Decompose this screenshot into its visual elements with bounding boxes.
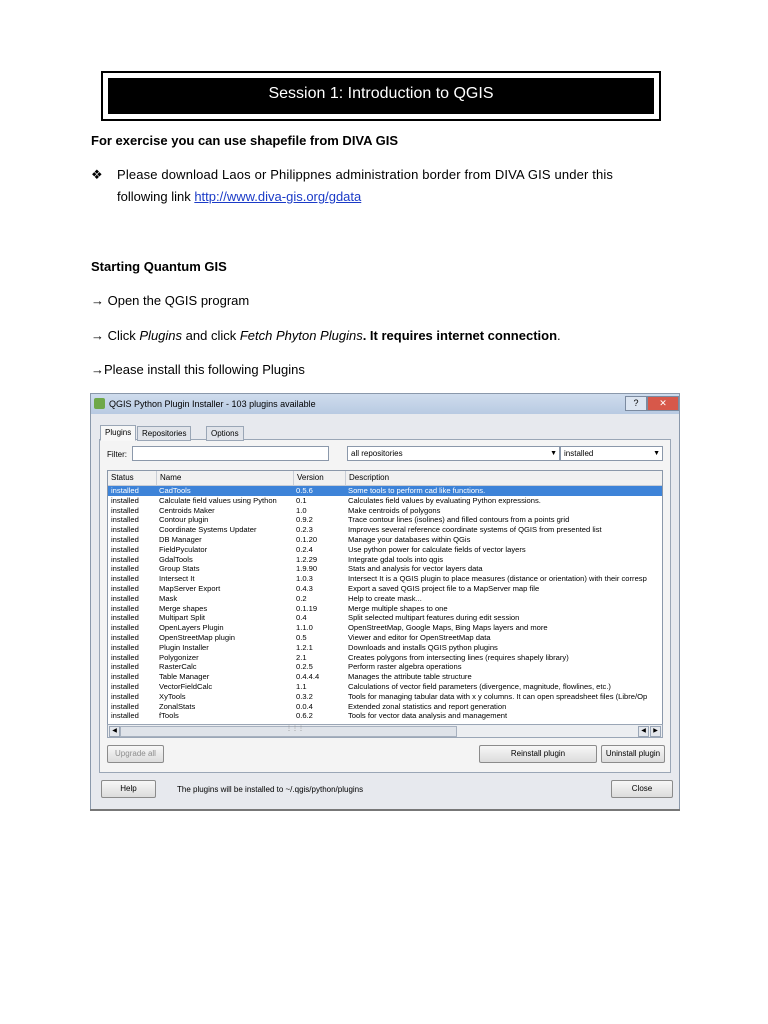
cell-name: Plugin Installer bbox=[159, 642, 209, 652]
grip-icon: ⋮⋮⋮ bbox=[286, 726, 304, 732]
cell-name: Centroids Maker bbox=[159, 505, 215, 515]
cell-description: Perform raster algebra operations bbox=[348, 662, 462, 672]
install-path-note: The plugins will be installed to ~/.qgis/python/plugins bbox=[177, 785, 364, 794]
cell-name: ZonalStats bbox=[159, 701, 196, 711]
filter-label: Filter: bbox=[107, 450, 127, 459]
repository-select[interactable]: all repositories ▼ bbox=[347, 446, 560, 461]
cell-name: Contour plugin bbox=[159, 515, 209, 525]
col-status[interactable]: Status bbox=[111, 473, 134, 482]
table-row[interactable] bbox=[108, 535, 662, 545]
table-row[interactable] bbox=[108, 682, 662, 692]
cell-name: MapServer Export bbox=[159, 583, 221, 593]
table-body bbox=[108, 486, 662, 721]
cell-version: 0.2 bbox=[296, 593, 307, 603]
cell-status: installed bbox=[111, 564, 139, 574]
horizontal-scrollbar[interactable] bbox=[107, 724, 663, 738]
cell-name: Intersect It bbox=[159, 574, 195, 584]
cell-description: Manage your databases within QGis bbox=[348, 534, 471, 544]
bullet-line-2 bbox=[117, 189, 677, 204]
close-window-button[interactable]: ✕ bbox=[647, 396, 679, 411]
cell-status: installed bbox=[111, 534, 139, 544]
cell-status: installed bbox=[111, 495, 139, 505]
cell-description: Tools for vector data analysis and management bbox=[348, 711, 508, 721]
cell-description: Help to create mask... bbox=[348, 593, 422, 603]
table-row[interactable] bbox=[108, 584, 662, 594]
arrow-icon: → bbox=[91, 328, 104, 343]
cell-version: 0.0.4 bbox=[296, 701, 313, 711]
table-row[interactable] bbox=[108, 555, 662, 565]
uninstall-plugin-button[interactable]: Uninstall plugin bbox=[601, 745, 665, 763]
table-row[interactable] bbox=[108, 702, 662, 712]
cell-version: 0.2.3 bbox=[296, 525, 313, 535]
table-header bbox=[108, 471, 662, 486]
cell-version: 0.9.2 bbox=[296, 515, 313, 525]
cell-status: installed bbox=[111, 505, 139, 515]
table-row[interactable] bbox=[108, 653, 662, 663]
cell-version: 0.6.2 bbox=[296, 711, 313, 721]
cell-version: 0.1.19 bbox=[296, 603, 318, 613]
cell-version: 1.2.1 bbox=[296, 642, 313, 652]
tab-options[interactable]: Options bbox=[206, 426, 244, 441]
col-version[interactable]: Version bbox=[297, 473, 324, 482]
cell-status: installed bbox=[111, 711, 139, 721]
cell-version: 1.1 bbox=[296, 681, 307, 691]
plugins-table bbox=[107, 470, 663, 725]
cell-name: GdalTools bbox=[159, 554, 193, 564]
scroll-left-icon-2[interactable]: ◀ bbox=[638, 726, 649, 737]
cell-version: 1.0 bbox=[296, 505, 307, 515]
cell-version: 0.2.4 bbox=[296, 544, 313, 554]
cell-name: Multipart Split bbox=[159, 613, 206, 623]
cell-name: CadTools bbox=[159, 486, 191, 495]
plugin-installer-dialog bbox=[90, 393, 680, 811]
cell-version: 1.9.90 bbox=[296, 564, 318, 574]
chevron-down-icon: ▼ bbox=[550, 450, 557, 457]
cell-description: Viewer and editor for OpenStreetMap data bbox=[348, 632, 491, 642]
scroll-right-icon[interactable]: ▶ bbox=[650, 726, 661, 737]
step-2: → Click Plugins and click Fetch Phyton Plugins. It requires internet connection. bbox=[91, 328, 561, 343]
cell-description: Export a saved QGIS project file to a MapServer map file bbox=[348, 583, 540, 593]
cell-status: installed bbox=[111, 642, 139, 652]
cell-status: installed bbox=[111, 574, 139, 584]
table-row[interactable] bbox=[108, 564, 662, 574]
table-row[interactable] bbox=[108, 711, 662, 721]
cell-description: OpenStreetMap, Google Maps, Bing Maps layers and more bbox=[348, 623, 548, 633]
cell-status: installed bbox=[111, 593, 139, 603]
cell-name: Group Stats bbox=[159, 564, 200, 574]
table-row[interactable] bbox=[108, 506, 662, 516]
cell-description: Creates polygons from intersecting lines (requires shapely library) bbox=[348, 652, 569, 662]
cell-status: installed bbox=[111, 525, 139, 535]
cell-status: installed bbox=[111, 691, 139, 701]
cell-name: Calculate field values using Python bbox=[159, 495, 277, 505]
tab-repositories[interactable]: Repositories bbox=[137, 426, 191, 441]
bullet-icon: ❖ bbox=[91, 167, 103, 182]
table-row[interactable] bbox=[108, 692, 662, 702]
dialog-title: QGIS Python Plugin Installer - 103 plugins available bbox=[109, 399, 316, 409]
cell-description: Calculates field values by evaluating Python expressions. bbox=[348, 495, 541, 505]
cell-status: installed bbox=[111, 583, 139, 593]
cell-status: installed bbox=[111, 544, 139, 554]
cell-description: Downloads and installs QGIS python plugins bbox=[348, 642, 498, 652]
cell-description: Intersect It is a QGIS plugin to place measures (distance or orientation) with their corresp bbox=[348, 574, 647, 584]
cell-description: Use python power for calculate fields of vector layers bbox=[348, 544, 526, 554]
qgis-app-icon bbox=[94, 398, 105, 409]
cell-status: installed bbox=[111, 632, 139, 642]
step-3: →Please install this following Plugins bbox=[91, 362, 305, 377]
scroll-left-icon[interactable]: ◀ bbox=[109, 726, 120, 737]
cell-name: Coordinate Systems Updater bbox=[159, 525, 257, 535]
cell-name: RasterCalc bbox=[159, 662, 197, 672]
table-row[interactable] bbox=[108, 604, 662, 614]
cell-version: 0.1 bbox=[296, 495, 307, 505]
cell-name: XyTools bbox=[159, 691, 186, 701]
dialog-titlebar bbox=[91, 394, 679, 414]
section-heading: Starting Quantum GIS bbox=[91, 259, 227, 274]
cell-name: Merge shapes bbox=[159, 603, 208, 613]
table-row[interactable] bbox=[108, 633, 662, 643]
scroll-thumb[interactable] bbox=[120, 726, 457, 737]
bullet-line-1: Please download Laos or Philippnes administration border from DIVA GIS under this bbox=[117, 167, 614, 182]
cell-description: Trace contour lines (isolines) and filled contours from a points grid bbox=[348, 515, 570, 525]
intro-text: For exercise you can use shapefile from DIVA GIS bbox=[91, 133, 399, 148]
upgrade-all-button[interactable]: Upgrade all bbox=[107, 745, 164, 763]
cell-description: Split selected multipart features during edit session bbox=[348, 613, 520, 623]
reinstall-plugin-button[interactable]: Reinstall plugin bbox=[479, 745, 597, 763]
cell-version: 2.1 bbox=[296, 652, 307, 662]
tab-plugins[interactable]: Plugins bbox=[100, 425, 136, 441]
cell-status: installed bbox=[111, 672, 139, 682]
cell-version: 1.1.0 bbox=[296, 623, 313, 633]
cell-version: 1.0.3 bbox=[296, 574, 313, 584]
table-row[interactable] bbox=[108, 515, 662, 525]
help-button[interactable]: Help bbox=[101, 780, 156, 798]
cell-description: Stats and analysis for vector layers data bbox=[348, 564, 483, 574]
cell-description: Calculations of vector field parameters (divergence, magnitude, flowlines, etc.) bbox=[348, 681, 611, 691]
table-row[interactable] bbox=[108, 525, 662, 535]
cell-status: installed bbox=[111, 652, 139, 662]
cell-description: Extended zonal statistics and report generation bbox=[348, 701, 507, 711]
bullet-paragraph bbox=[91, 167, 679, 183]
link-prefix: following link bbox=[117, 189, 195, 204]
cell-description: Integrate gdal tools into qgis bbox=[348, 554, 443, 564]
page-title: Session 1: Introduction to QGIS bbox=[108, 78, 654, 114]
cell-version: 0.5.6 bbox=[296, 486, 313, 495]
table-row[interactable] bbox=[108, 643, 662, 653]
cell-description: Make centroids of polygons bbox=[348, 505, 441, 515]
cell-name: FieldPyculator bbox=[159, 544, 208, 554]
cell-name: Mask bbox=[159, 593, 178, 603]
cell-status: installed bbox=[111, 701, 139, 711]
cell-status: installed bbox=[111, 486, 139, 495]
cell-version: 0.5 bbox=[296, 632, 307, 642]
cell-status: installed bbox=[111, 662, 139, 672]
cell-name: OpenLayers Plugin bbox=[159, 623, 224, 633]
cell-version: 0.2.5 bbox=[296, 662, 313, 672]
col-name[interactable]: Name bbox=[160, 473, 182, 482]
close-button[interactable]: Close bbox=[611, 780, 673, 798]
cell-name: Table Manager bbox=[159, 672, 210, 682]
title-box bbox=[101, 71, 661, 121]
arrow-icon: → bbox=[91, 362, 104, 377]
cell-description: Tools for managing tabular data with x y columns. It can open spreadsheet files (Libre/Op bbox=[348, 691, 648, 701]
cell-status: installed bbox=[111, 613, 139, 623]
cell-name: OpenStreetMap plugin bbox=[159, 632, 235, 642]
table-row[interactable] bbox=[108, 545, 662, 555]
table-row[interactable] bbox=[108, 623, 662, 633]
table-row[interactable] bbox=[108, 496, 662, 506]
cell-version: 0.4.4.4 bbox=[296, 672, 320, 682]
cell-description: Manages the attribute table structure bbox=[348, 672, 472, 682]
cell-description: Merge multiple shapes to one bbox=[348, 603, 448, 613]
cell-version: 0.4 bbox=[296, 613, 307, 623]
table-row[interactable] bbox=[108, 486, 662, 496]
table-row[interactable] bbox=[108, 594, 662, 604]
cell-name: Polygonizer bbox=[159, 652, 199, 662]
status-select[interactable]: installed ▼ bbox=[560, 446, 663, 461]
diva-gis-link[interactable]: http://www.diva-gis.org/gdata bbox=[194, 189, 362, 204]
cell-version: 1.2.29 bbox=[296, 554, 318, 564]
cell-description: Improves several reference coordinate systems of QGIS from presented list bbox=[348, 525, 602, 535]
table-row[interactable] bbox=[108, 662, 662, 672]
filter-input[interactable] bbox=[132, 446, 329, 461]
cell-name: VectorFieldCalc bbox=[159, 681, 213, 691]
step-1: → Open the QGIS program bbox=[91, 293, 250, 308]
chevron-down-icon: ▼ bbox=[653, 450, 660, 457]
cell-status: installed bbox=[111, 603, 139, 613]
cell-status: installed bbox=[111, 623, 139, 633]
cell-status: installed bbox=[111, 554, 139, 564]
cell-version: 0.3.2 bbox=[296, 691, 313, 701]
cell-version: 0.4.3 bbox=[296, 583, 313, 593]
table-row[interactable] bbox=[108, 574, 662, 584]
cell-status: installed bbox=[111, 515, 139, 525]
col-description[interactable]: Description bbox=[349, 473, 390, 482]
table-row[interactable] bbox=[108, 613, 662, 623]
cell-description: Some tools to perform cad like functions. bbox=[348, 486, 486, 495]
help-window-button[interactable]: ? bbox=[625, 396, 647, 411]
cell-status: installed bbox=[111, 681, 139, 691]
table-row[interactable] bbox=[108, 672, 662, 682]
cell-name: DB Manager bbox=[159, 534, 202, 544]
cell-name: fTools bbox=[159, 711, 179, 721]
cell-version: 0.1.20 bbox=[296, 534, 318, 544]
arrow-icon: → bbox=[91, 293, 104, 308]
screenshot-bottom-border bbox=[90, 809, 680, 811]
